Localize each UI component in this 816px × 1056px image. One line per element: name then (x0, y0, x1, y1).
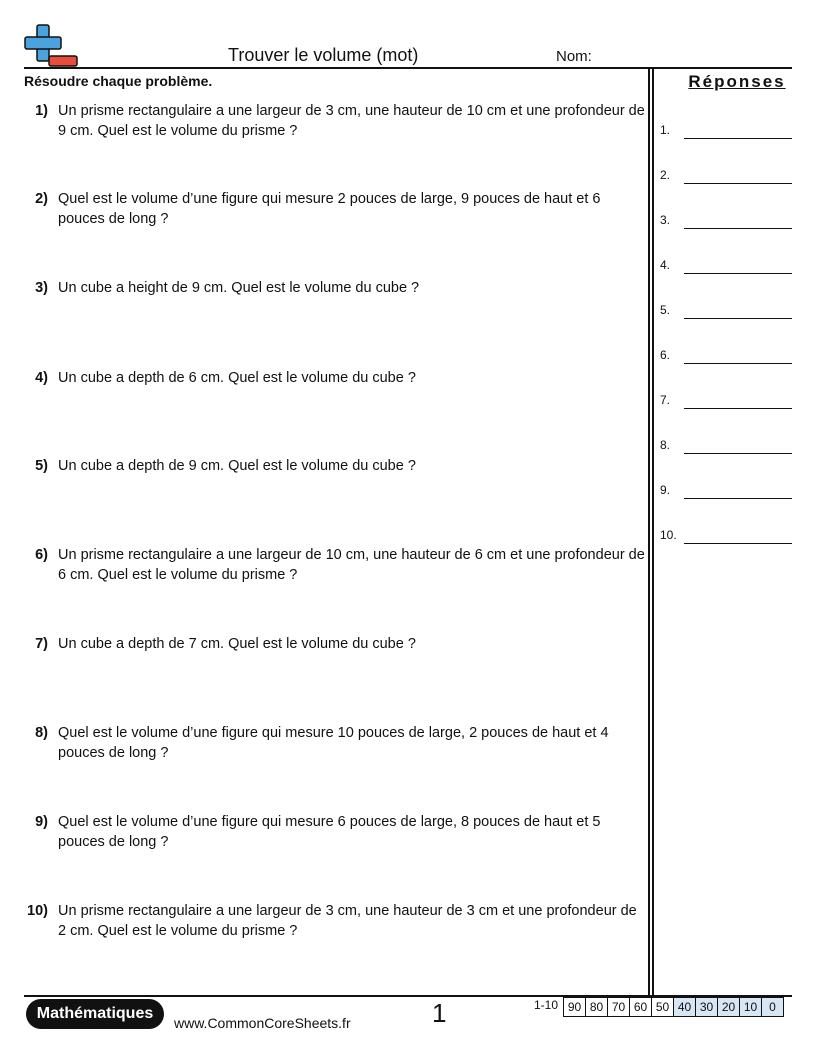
problem-text: Un cube a depth de 9 cm. Quel est le volume du cube ? (58, 458, 416, 474)
score-cell: 0 (761, 997, 784, 1017)
answer-line[interactable] (660, 299, 792, 319)
answer-line[interactable] (660, 254, 792, 274)
problem-number: 1) (35, 103, 48, 119)
problem-item (22, 278, 646, 298)
problem-text: Un prisme rectangulaire a une largeur de 10 cm, une hauteur de 6 cm et une profondeur de 6 cm. Quel est le volume du prisme ? (58, 547, 645, 583)
problem-item (22, 101, 646, 141)
problem-number: 8) (35, 725, 48, 741)
problem-item (22, 545, 646, 585)
problem-text: Un cube a depth de 6 cm. Quel est le volume du cube ? (58, 370, 416, 386)
answer-blank (684, 453, 792, 454)
problem-number: 9) (35, 814, 48, 830)
problem-item (22, 189, 646, 229)
answer-line[interactable] (660, 479, 792, 499)
problem-number: 3) (35, 280, 48, 296)
problem-item (22, 901, 646, 941)
answer-line[interactable] (660, 164, 792, 184)
answer-blank (684, 543, 792, 544)
answer-blank (684, 498, 792, 499)
answer-blank (684, 273, 792, 274)
score-cell: 50 (651, 997, 674, 1017)
score-cell: 30 (695, 997, 718, 1017)
instructions: Résoudre chaque problème. (24, 73, 213, 89)
problem-number: 6) (35, 547, 48, 563)
column-divider (648, 68, 650, 996)
answer-blank (684, 183, 792, 184)
answer-blank (684, 318, 792, 319)
answer-blank (684, 408, 792, 409)
problem-item (22, 723, 646, 763)
answer-line[interactable] (660, 344, 792, 364)
score-cell: 20 (717, 997, 740, 1017)
score-cell: 90 (563, 997, 586, 1017)
problem-item (22, 812, 646, 852)
answer-label: 10. (660, 528, 677, 542)
problem-text: Quel est le volume d’une figure qui mesure 6 pouces de large, 8 pouces de haut et 5 pouces de long ? (58, 814, 601, 850)
page-title: Trouver le volume (mot) (228, 45, 419, 65)
column-divider (652, 68, 654, 996)
problem-item (22, 368, 646, 388)
answer-line[interactable] (660, 434, 792, 454)
score-cell: 10 (739, 997, 762, 1017)
answer-label: 8. (660, 438, 671, 452)
answer-line[interactable] (660, 119, 792, 139)
answer-label: 6. (660, 348, 671, 362)
answer-blank (684, 363, 792, 364)
name-label: Nom: (556, 48, 592, 65)
score-cell: 60 (629, 997, 652, 1017)
problem-text: Un prisme rectangulaire a une largeur de 3 cm, une hauteur de 10 cm et une profondeur de 9 cm. Quel est le volume du prisme ? (58, 103, 645, 139)
answer-line[interactable] (660, 389, 792, 409)
problem-text: Un cube a depth de 7 cm. Quel est le volume du cube ? (58, 636, 416, 652)
answers-title: Réponses (688, 72, 786, 91)
problem-item (22, 456, 646, 476)
answer-label: 5. (660, 303, 671, 317)
answer-label: 4. (660, 258, 671, 272)
plus-minus-icon (24, 24, 80, 68)
score-cell: 40 (673, 997, 696, 1017)
score-cell: 80 (585, 997, 608, 1017)
problem-text: Un prisme rectangulaire a une largeur de 3 cm, une hauteur de 3 cm et une profondeur de 2 cm. Quel est le volume du prisme ? (58, 903, 637, 939)
brand-badge: Mathématiques (26, 999, 164, 1029)
problem-number: 4) (35, 370, 48, 386)
problem-number: 5) (35, 458, 48, 474)
problem-number: 2) (35, 191, 48, 207)
problem-text: Quel est le volume d’une figure qui mesure 10 pouces de large, 2 pouces de haut et 4 pouces de long ? (58, 725, 609, 761)
problem-text: Un cube a height de 9 cm. Quel est le volume du cube ? (58, 280, 420, 296)
answer-line[interactable] (660, 209, 792, 229)
answer-label: 7. (660, 393, 671, 407)
answer-label: 3. (660, 213, 671, 227)
answer-blank (684, 138, 792, 139)
answer-label: 1. (660, 123, 671, 137)
problem-number: 10) (27, 903, 48, 919)
problem-text: Quel est le volume d’une figure qui mesure 2 pouces de large, 9 pouces de haut et 6 pouces de long ? (58, 191, 601, 227)
site-url[interactable]: www.CommonCoreSheets.fr (174, 1015, 351, 1031)
score-table (564, 997, 784, 1017)
answer-line[interactable] (660, 524, 792, 544)
answer-label: 2. (660, 168, 671, 182)
problem-item (22, 634, 646, 654)
answer-blank (684, 228, 792, 229)
problem-number: 7) (35, 636, 48, 652)
header-divider (24, 67, 792, 69)
score-cell: 70 (607, 997, 630, 1017)
score-range-label: 1-10 (534, 998, 559, 1012)
page-number: 1 (432, 998, 447, 1028)
answer-label: 9. (660, 483, 671, 497)
